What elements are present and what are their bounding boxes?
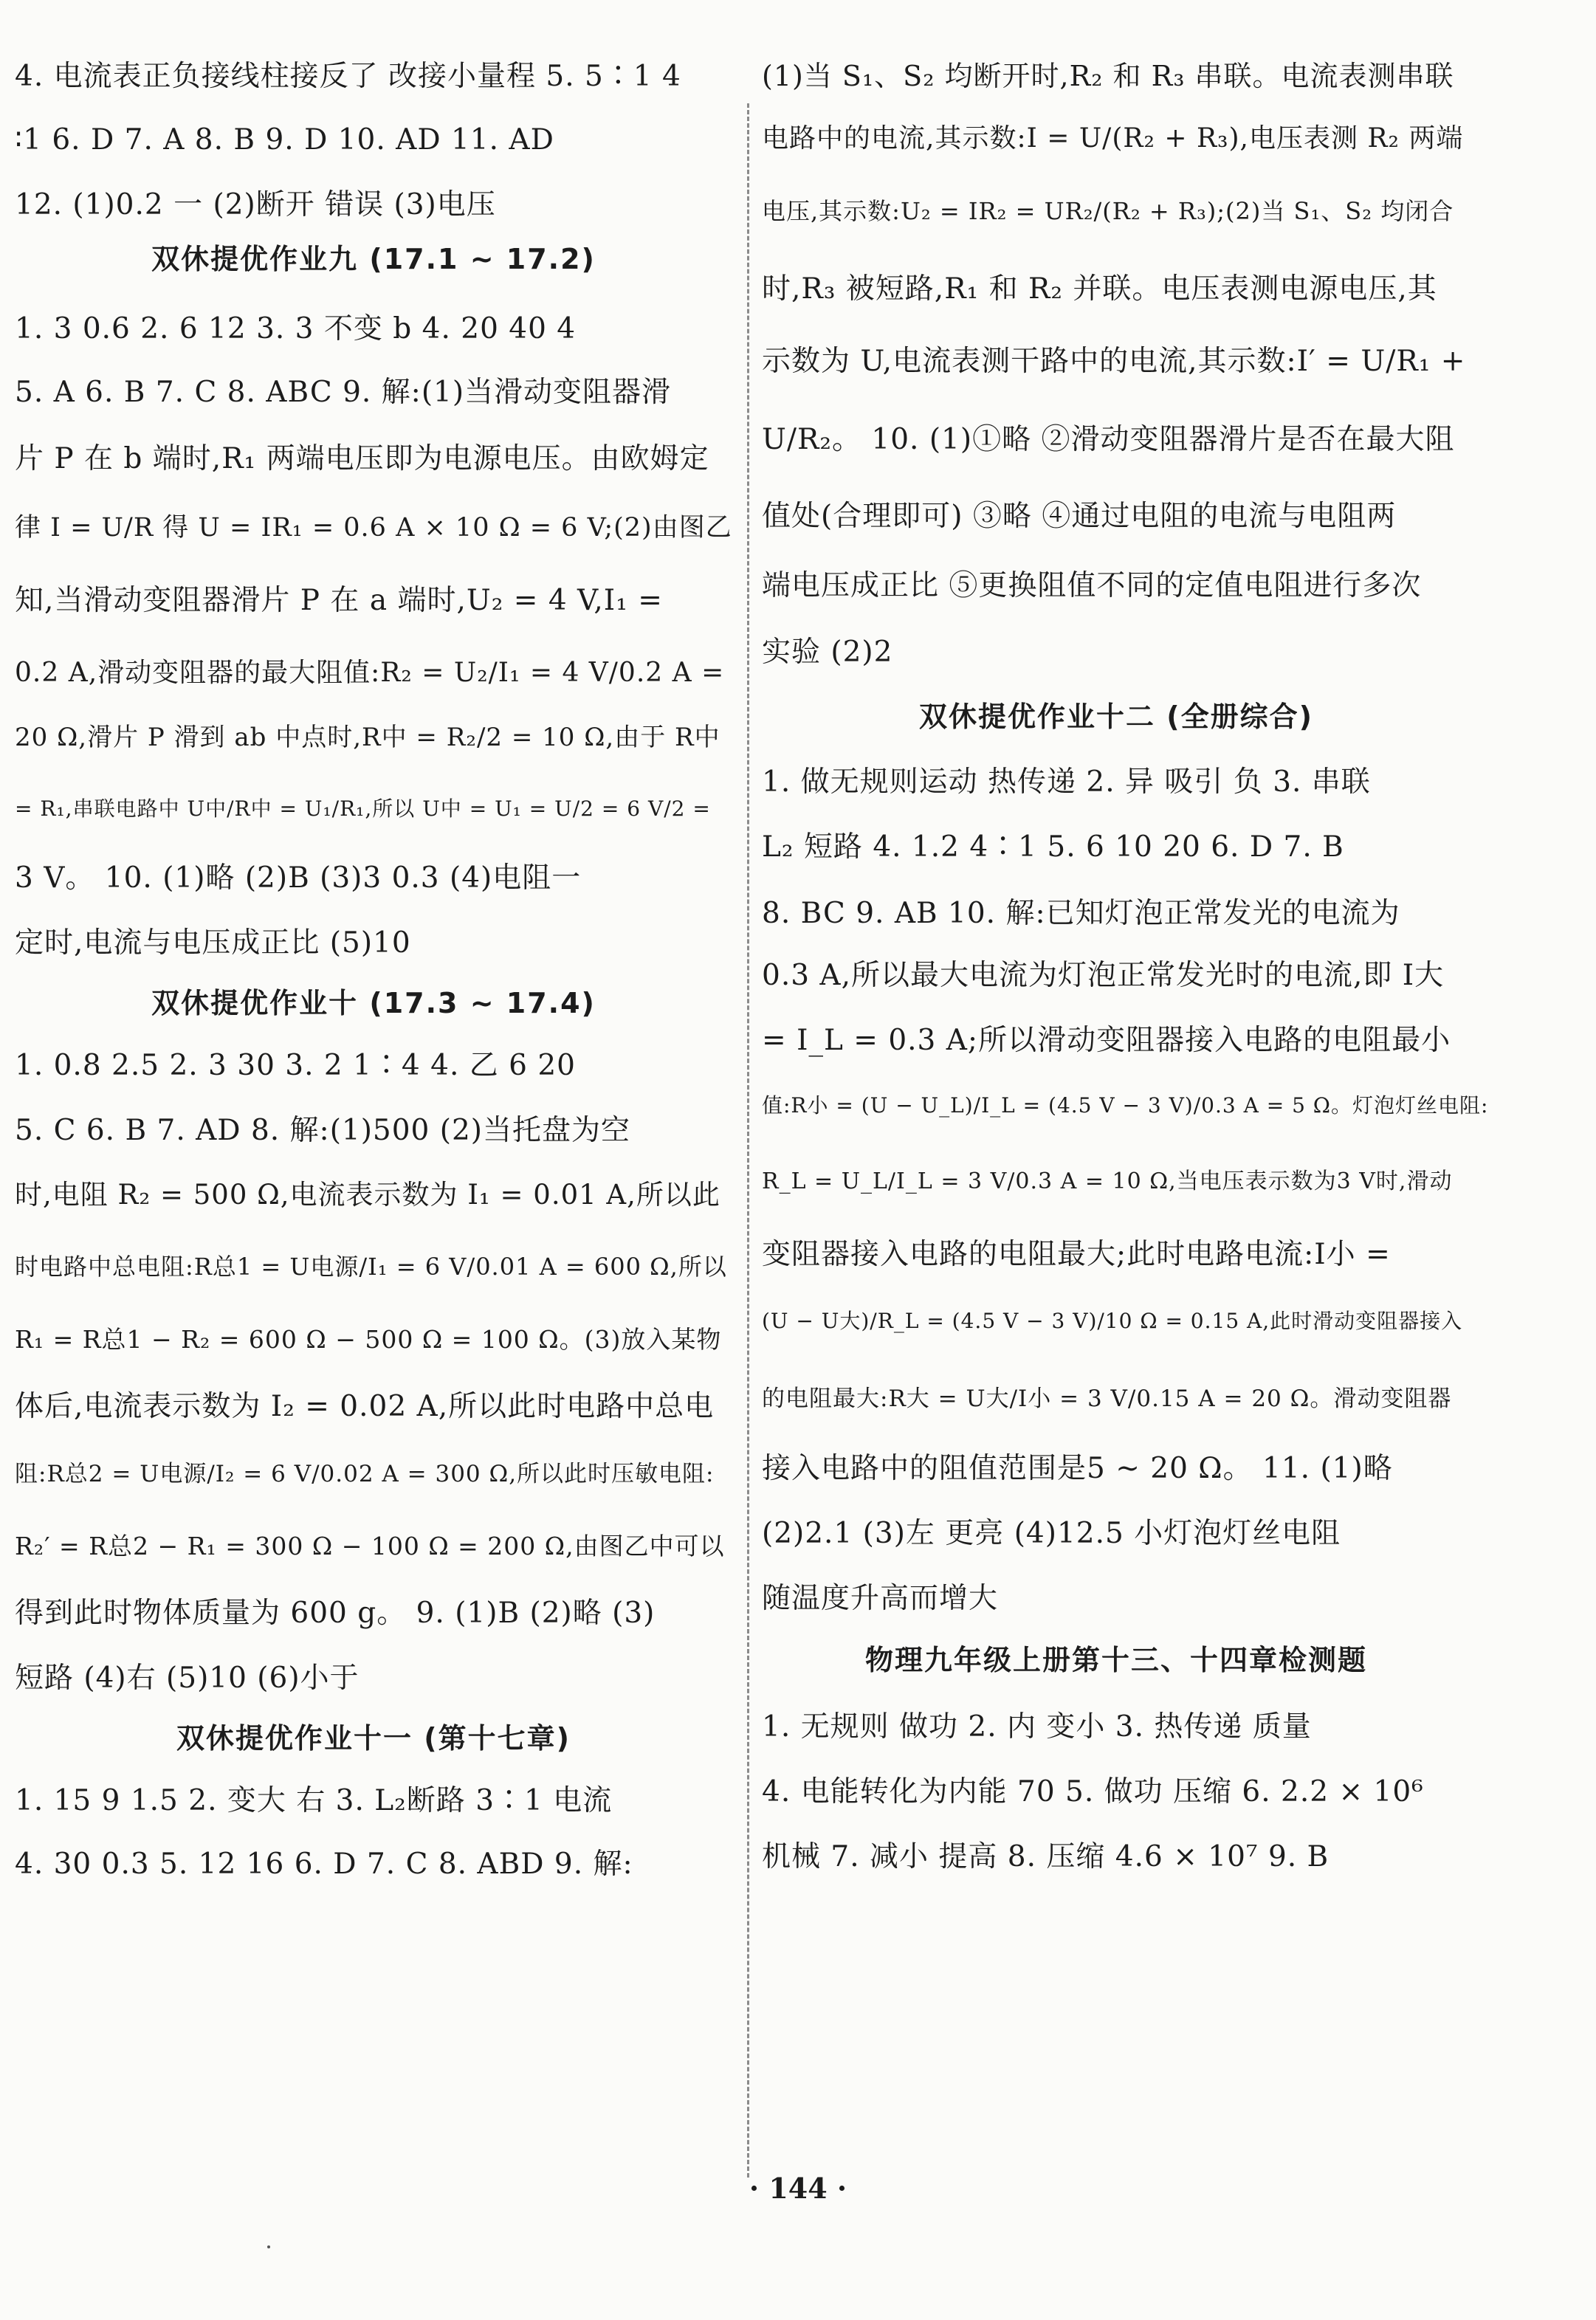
text-line: 片 P 在 b 端时,R₁ 两端电压即为电源电压。由欧姆定 <box>15 442 709 475</box>
text-line: 知,当滑动变阻器滑片 P 在 a 端时,U₂ = 4 V,I₁ = <box>15 584 663 617</box>
text-line: 20 Ω,滑片 P 滑到 ab 中点时,R中 = R₂/2 = 10 Ω,由于 R中 <box>15 723 720 752</box>
page-number: · 144 · <box>749 2172 847 2205</box>
text-line: 1. 3 0.6 2. 6 12 3. 3 不变 b 4. 20 40 4 <box>15 312 577 345</box>
section-heading: 物理九年级上册第十三、十四章检测题 <box>864 1644 1367 1676</box>
text-line: L₂ 短路 4. 1.2 4∶1 5. 6 10 20 6. D 7. B <box>762 830 1344 864</box>
text-line: 电压,其示数:U₂ = IR₂ = UR₂/(R₂ + R₃);(2)当 S₁、S₂ 均闭合 <box>762 197 1454 225</box>
text-line: (U − U大)/R_L = (4.5 V − 3 V)/10 Ω = 0.15 A,此时滑动变阻器接入 <box>762 1309 1463 1333</box>
section-heading: 双休提优作业十一 (第十七章) <box>176 1722 571 1755</box>
text-line: 12. (1)0.2 一 (2)断开 错误 (3)电压 <box>15 188 496 221</box>
text-line: 1. 做无规则运动 热传递 2. 异 吸引 负 3. 串联 <box>762 765 1371 799</box>
text-line: 4. 30 0.3 5. 12 16 6. D 7. C 8. ABD 9. 解: <box>15 1848 633 1881</box>
text-line: 4. 电能转化为内能 70 5. 做功 压缩 6. 2.2 × 10⁶ <box>762 1775 1424 1808</box>
text-line: 律 I = U/R 得 U = IR₁ = 0.6 A × 10 Ω = 6 V;(2)由图乙 <box>15 513 732 543</box>
text-line: 0.3 A,所以最大电流为灯泡正常发光时的电流,即 I大 <box>762 959 1445 992</box>
section-heading: 双休提优作业十 (17.3 ~ 17.4) <box>151 987 596 1019</box>
text-line: R₁ = R总1 − R₂ = 600 Ω − 500 Ω = 100 Ω。(3)放入某物 <box>15 1325 722 1354</box>
text-line: 阻:R总2 = U电源/I₂ = 6 V/0.02 A = 300 Ω,所以此时压敏电阻: <box>15 1461 715 1487</box>
text-line: 值处(合理即可) ③略 ④通过电阻的电流与电阻两 <box>762 500 1397 533</box>
text-line: = R₁,串联电路中 U中/R中 = U₁/R₁,所以 U中 = U₁ = U/2 = 6 V/2 = <box>15 796 711 821</box>
section-heading: 双休提优作业九 (17.1 ~ 17.2) <box>151 243 596 275</box>
text-line: 时电路中总电阻:R总1 = U电源/I₁ = 6 V/0.01 A = 600 Ω,所以 <box>15 1253 727 1281</box>
text-line: 1. 无规则 做功 2. 内 变小 3. 热传递 质量 <box>762 1710 1312 1744</box>
text-line: 体后,电流表示数为 I₂ = 0.02 A,所以此时电路中总电 <box>15 1390 715 1423</box>
text-line: 实验 (2)2 <box>762 636 893 669</box>
text-line: = I_L = 0.3 A;所以滑动变阻器接入电路的电阻最小 <box>762 1024 1451 1057</box>
text-line: 8. BC 9. AB 10. 解:已知灯泡正常发光的电流为 <box>762 897 1400 930</box>
text-line: 短路 (4)右 (5)10 (6)小于 <box>15 1662 360 1695</box>
text-line: 机械 7. 减小 提高 8. 压缩 4.6 × 10⁷ 9. B <box>762 1840 1330 1873</box>
text-line: 端电压成正比 ⑤更换阻值不同的定值电阻进行多次 <box>762 569 1422 602</box>
text-line: 的电阻最大:R大 = U大/I小 = 3 V/0.15 A = 20 Ω。滑动变阻器 <box>762 1386 1452 1412</box>
section-heading: 双休提优作业十二 (全册综合) <box>919 701 1313 733</box>
text-line: 时,R₃ 被短路,R₁ 和 R₂ 并联。电压表测电源电压,其 <box>762 272 1437 306</box>
text-line: 值:R小 = (U − U_L)/I_L = (4.5 V − 3 V)/0.3 A = 5 Ω。灯泡灯丝电阻: <box>762 1093 1489 1118</box>
text-line: U/R₂。 10. (1)①略 ②滑动变阻器滑片是否在最大阻 <box>762 423 1455 456</box>
text-line: R_L = U_L/I_L = 3 V/0.3 A = 10 Ω,当电压表示数为3 V时,滑动 <box>762 1168 1453 1194</box>
text-line: 4. 电流表正负接线柱接反了 改接小量程 5. 5∶1 4 <box>15 60 681 93</box>
text-line: 1. 0.8 2.5 2. 3 30 3. 2 1∶4 4. 乙 6 20 <box>15 1049 576 1082</box>
text-line: ∶1 6. D 7. A 8. B 9. D 10. AD 11. AD <box>15 123 554 156</box>
scan-speck <box>267 2245 270 2248</box>
column-divider <box>747 103 749 2178</box>
text-line: R₂′ = R总2 − R₁ = 300 Ω − 100 Ω = 200 Ω,由图乙中可以 <box>15 1532 725 1560</box>
text-line: 得到此时物体质量为 600 g。 9. (1)B (2)略 (3) <box>15 1597 656 1630</box>
text-line: 1. 15 9 1.5 2. 变大 右 3. L₂断路 3∶1 电流 <box>15 1784 613 1817</box>
text-line: 电路中的电流,其示数:I = U/(R₂ + R₃),电压表测 R₂ 两端 <box>762 123 1464 154</box>
text-line: 示数为 U,电流表测干路中的电流,其示数:I′ = U/R₁ + <box>762 345 1466 378</box>
text-line: (2)2.1 (3)左 更亮 (4)12.5 小灯泡灯丝电阻 <box>762 1517 1341 1550</box>
text-line: 5. C 6. B 7. AD 8. 解:(1)500 (2)当托盘为空 <box>15 1114 631 1147</box>
text-line: 0.2 A,滑动变阻器的最大阻值:R₂ = U₂/I₁ = 4 V/0.2 A = <box>15 658 725 688</box>
text-line: 随温度升高而增大 <box>762 1582 999 1615</box>
text-line: 5. A 6. B 7. C 8. ABC 9. 解:(1)当滑动变阻器滑 <box>15 376 672 409</box>
text-line: 变阻器接入电路的电阻最大;此时电路电流:I小 = <box>762 1238 1391 1271</box>
text-line: 定时,电流与电压成正比 (5)10 <box>15 926 411 960</box>
text-line: (1)当 S₁、S₂ 均断开时,R₂ 和 R₃ 串联。电流表测串联 <box>762 60 1454 92</box>
text-line: 接入电路中的阻值范围是5 ~ 20 Ω。 11. (1)略 <box>762 1452 1393 1485</box>
text-line: 3 V。 10. (1)略 (2)B (3)3 0.3 (4)电阻一 <box>15 861 582 895</box>
text-line: 时,电阻 R₂ = 500 Ω,电流表示数为 I₁ = 0.01 A,所以此 <box>15 1179 720 1211</box>
